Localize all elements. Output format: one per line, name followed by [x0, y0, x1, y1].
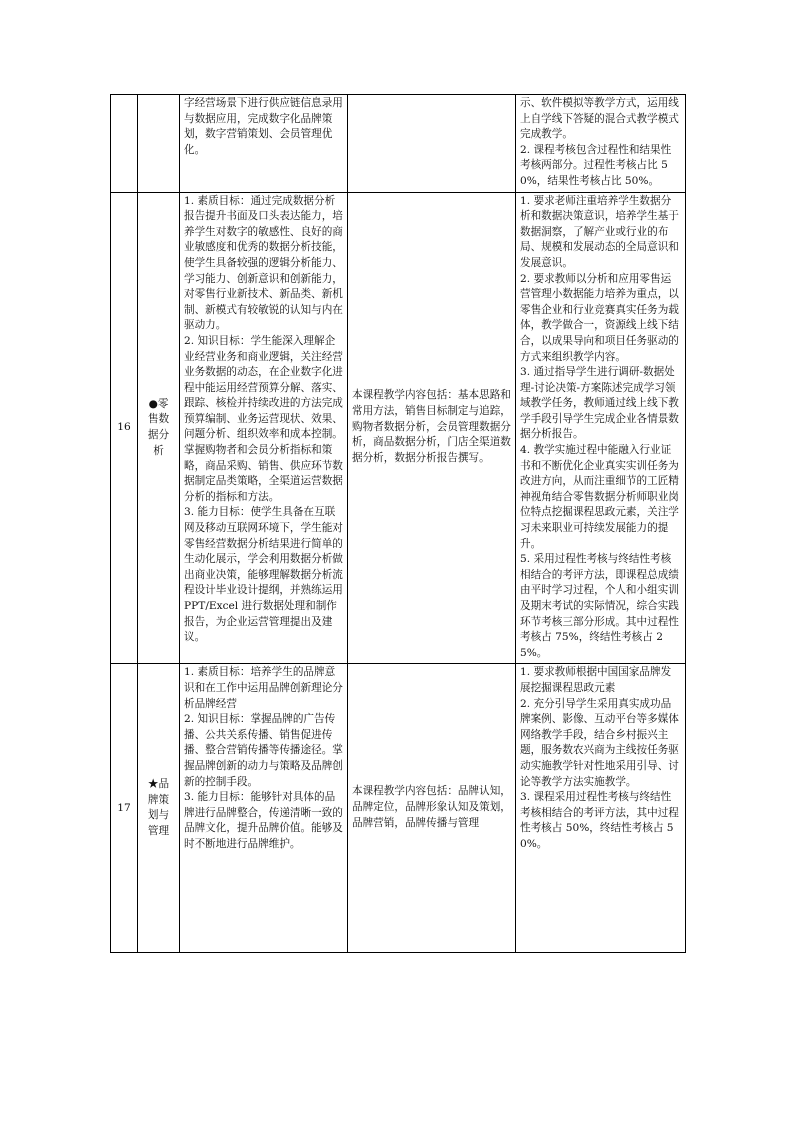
requirement-item: 1. 要求教师根据中国国家品牌发展挖掘课程思政元素	[520, 666, 672, 694]
course-objectives	[180, 95, 348, 193]
course-content	[348, 95, 516, 193]
objective-item: 字经营场景下进行供应链信息录用与数据应用，完成数字化品牌策划，数字营销策划、会员管理优化。	[184, 97, 343, 156]
requirement-item: 2. 课程考核包含过程性和结果性考核两部分。过程性考核占比 50%，结果性考核占比 50%。	[520, 143, 672, 187]
objective-item: 3. 能力目标：能够针对具体的品牌进行品牌整合，传递清晰一致的品牌文化，提升品牌价值。能够及时不断地进行品牌维护。	[184, 791, 343, 850]
course-number: 16	[111, 192, 138, 664]
course-number: 17	[111, 664, 138, 953]
objective-item: 1. 素质目标：通过完成数据分析报告提升书面及口头表达能力，培养学生对数字的敏感性、良好的商业敏感度和优秀的数据分析技能，使学生具备较强的逻辑分析能力、学习能力、创新意识和创新能力，对零售行业新技术、新品类、新机制、新模式有较敏锐的认知与内在驱动力。	[184, 194, 343, 332]
course-objectives	[180, 664, 348, 953]
course-content: 本课程教学内容包括：基本思路和常用方法，销售目标制定与追踪，购物者数据分析，会员管理数据分析，商品数据分析，门店全渠道数据分析，数据分析报告撰写。	[348, 192, 516, 664]
table-row	[111, 664, 686, 953]
course-content: 本课程教学内容包括：品牌认知，品牌定位，品牌形象认知及策划，品牌营销，品牌传播与管理	[348, 664, 516, 953]
course-name: ●零售数据分析	[138, 192, 180, 664]
course-number	[111, 95, 138, 193]
requirement-item: 3. 课程采用过程性考核与终结性考核相结合的考评方法，其中过程性考核占 50%，终结性考核占 50%。	[520, 791, 679, 850]
course-table	[110, 94, 686, 953]
objective-item: 2. 知识目标：学生能深入理解企业经营业务和商业逻辑，关注经营业务数据的动态，在企业数字化进程中能运用经营预算分解、落实、跟踪、核检并持续改进的方法完成预算编制、业务运营现状、效果、问题分析、组织效率和成本控制。掌握购物者和会员分析指标和策略，商品采购、销售、供应环节数据制定品类策略，全渠道运营数据分析的指标和方法。	[184, 334, 343, 503]
requirement-item: 1. 要求老师注重培养学生数据分析和数据决策意识，培养学生基于数据洞察，了解产业或行业的布局、规模和发展动态的全局意识和发展意识。	[520, 194, 679, 269]
course-name	[138, 95, 180, 193]
teaching-requirements	[516, 192, 686, 664]
requirement-item: 3. 通过指导学生进行调研-数据处理-讨论决策-方案陈述完成学习领域教学任务，教师通过线上线下教学手段引导学生完成企业各情景数据分析报告。	[520, 366, 679, 441]
requirement-item: 5. 采用过程性考核与终结性考核相结合的考评方法，即课程总成绩由平时学习过程，个人和小组实训及期末考试的实际情况，综合实践环节考核三部分形成。其中过程性考核占 75%，终结性考核占 25%。	[520, 553, 679, 659]
course-name: ★品牌策划与管理	[138, 664, 180, 953]
teaching-requirements	[516, 95, 686, 193]
objective-item: 2. 知识目标：掌握品牌的广告传播、公共关系传播、销售促进传播、整合营销传播等传播途径。掌握品牌创新的动力与策略及品牌创新的控制手段。	[184, 713, 343, 788]
objective-item: 3. 能力目标：使学生具备在互联网及移动互联网环境下，学生能对零售经营数据分析结果进行简单的生动化展示，学会利用数据分析做出商业决策，能够理解数据分析流程设计毕业设计提纲，并熟练运用 PPT/Excel 进行数据处理和制作报告，为企业运营管理提出及建议。	[184, 506, 343, 644]
course-objectives	[180, 192, 348, 664]
objective-item: 1. 素质目标：培养学生的品牌意识和在工作中运用品牌创新理论分析品牌经营	[184, 666, 343, 710]
requirement-item: 2. 充分引导学生采用真实成功品牌案例、影像、互动平台等多媒体网络教学手段，结合乡村振兴主题，服务数农兴商为主线按任务驱动实施教学针对性地采用引导、讨论等教学方法实施教学。	[520, 697, 679, 788]
requirement-item: 4. 教学实施过程中能融入行业证书和不断优化企业真实实训任务为改进方向，从而注重细节的工匠精神视角结合零售数据分析师职业岗位特点挖掘课程思政元素，关注学习未来职业可持续发展能力的提升。	[520, 444, 679, 550]
teaching-requirements	[516, 664, 686, 953]
table-row	[111, 95, 686, 193]
requirement-item: 示、软件模拟等教学方式，运用线上自学线下答疑的混合式教学模式完成教学。	[520, 97, 679, 141]
requirement-item: 2. 要求教师以分析和应用零售运营管理小数据能力培养为重点，以零售企业和行业竞赛真实任务为载体，教学做合一，资源线上线下结合，以成果导向和项目任务驱动的方式来组织教学内容。	[520, 272, 679, 363]
table-row	[111, 192, 686, 664]
